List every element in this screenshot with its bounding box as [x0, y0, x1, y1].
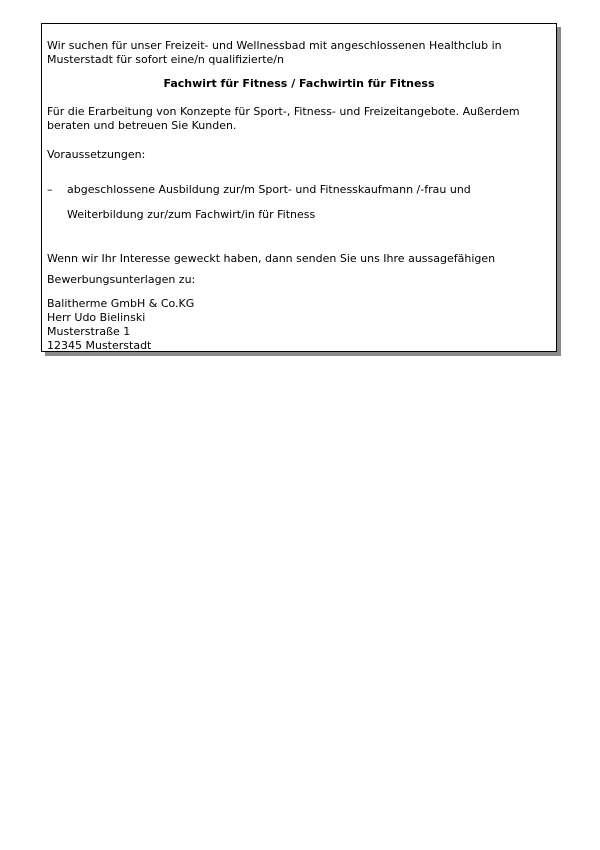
description-line-1: Für die Erarbeitung von Konzepte für Sport-, Fitness- und Freizeitangebote. Außerdem — [47, 105, 520, 118]
contact-person: Herr Udo Bielinski — [47, 311, 146, 324]
intro-line-1: Wir suchen für unser Freizeit- und Wellnessbad mit angeschlossenen Healthclub in — [47, 39, 502, 52]
requirement-line-2: Weiterbildung zur/zum Fachwirt/in für Fitness — [67, 208, 316, 221]
dash-bullet-icon: – — [47, 183, 53, 196]
city-address: 12345 Musterstadt — [47, 339, 152, 352]
job-description — [47, 105, 556, 133]
closing-line-1: Wenn wir Ihr Interesse geweckt haben, dann senden Sie uns Ihre aussagefähigen — [47, 252, 496, 265]
job-title: Fachwirt für Fitness / Fachwirtin für Fitness — [163, 77, 435, 90]
requirement-item — [47, 177, 556, 227]
description-line-2: beraten und betreuen Sie Kunden. — [47, 119, 237, 132]
contact-address — [47, 297, 556, 353]
street-address: Musterstraße 1 — [47, 325, 131, 338]
requirement-line-1: abgeschlossene Ausbildung zur/m Sport- und Fitnesskaufmann /-frau und — [67, 183, 471, 196]
intro-line-2: Musterstadt für sofort eine/n qualifizierte/n — [47, 53, 284, 66]
closing-line-2: Bewerbungsunterlagen zu: — [47, 273, 196, 286]
closing-text — [47, 248, 556, 290]
intro-text — [47, 39, 556, 67]
company-name: Balitherme GmbH & Co.KG — [47, 297, 195, 310]
requirements-heading: Voraussetzungen: — [47, 148, 146, 161]
job-ad-box — [41, 23, 557, 352]
